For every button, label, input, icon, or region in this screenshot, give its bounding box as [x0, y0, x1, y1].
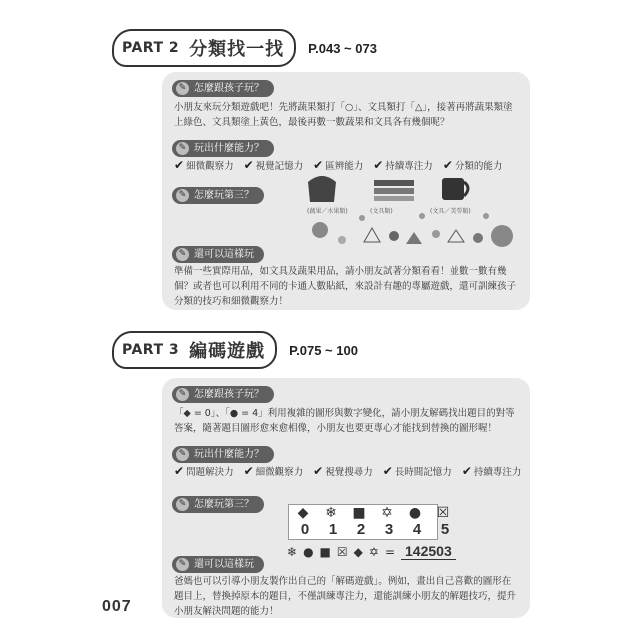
part2-tag — [112, 29, 296, 67]
code-equation — [287, 543, 456, 560]
code-number: 0 — [300, 521, 310, 538]
check-icon: ✔ — [174, 464, 185, 478]
skill-item: ✔ 區辨能力 — [313, 158, 364, 172]
part2-q4-label: ✎ 還可以這樣玩 — [172, 246, 264, 263]
page-number: 007 — [102, 598, 132, 615]
part2-panel — [162, 72, 530, 310]
pencil-icon: ✎ — [176, 248, 189, 261]
part2-tag-label: PART 2 — [122, 40, 180, 56]
part3-title: 編碼遊戲 — [189, 341, 266, 362]
eq-diamond-icon: ◆ — [353, 544, 363, 559]
skill-item: ✔ 分類的能力 — [442, 158, 503, 172]
part2-q3-label: ✎ 怎麼玩第三？ — [172, 187, 264, 204]
part2-q2-label: ✎ 玩出什麼能力？ — [172, 140, 274, 157]
part3-skills — [174, 464, 521, 478]
pencil-icon: ✎ — [176, 189, 189, 202]
check-icon: ✔ — [174, 158, 185, 172]
part2-skills — [174, 158, 502, 172]
mug-icon — [442, 178, 464, 200]
caption-fruit: (蔬果／水果類) — [307, 208, 348, 215]
part3-q1-text: 「◆ = 0」、「● = 4」利用複雜的圖形與數字變化，請小朋友解碼找出題目的對等答案，隨著題目圖形愈來愈相像，小朋友也要更專心才能找到替換的圖形喔！ — [174, 408, 515, 434]
code-number: 2 — [356, 521, 366, 538]
check-icon: ✔ — [373, 158, 384, 172]
eq-circle-icon: ● — [303, 544, 314, 559]
check-icon: ✔ — [243, 158, 254, 172]
code-number: 3 — [384, 521, 394, 538]
part2-title: 分類找一找 — [189, 39, 285, 60]
caption-stationery: (文具類) — [370, 208, 393, 215]
symbol-square-icon: ■ — [352, 505, 366, 521]
eq-boxed-x-icon: ☒ — [336, 544, 348, 559]
pencil-icon: ✎ — [176, 388, 189, 401]
symbol-circle-icon: ● — [408, 505, 422, 521]
code-answer: 142503 — [401, 543, 456, 560]
pencil-icon: ✎ — [176, 82, 189, 95]
check-icon: ✔ — [461, 464, 472, 478]
code-number: 4 — [412, 521, 422, 538]
pencil-icon: ✎ — [176, 558, 189, 571]
symbol-diamond-icon: ◆ — [297, 505, 309, 521]
part3-q1-label: ✎ 怎麼跟孩子玩？ — [172, 386, 274, 403]
part3-tag — [112, 331, 277, 369]
symbol-star-icon: ✡ — [381, 505, 393, 521]
skill-item: ✔ 持續專注力 — [461, 464, 522, 478]
part3-tag-label: PART 3 — [122, 342, 180, 358]
part2-header — [112, 28, 377, 68]
part2-q1-label: ✎ 怎麼跟孩子玩？ — [172, 80, 274, 97]
code-number: 1 — [328, 521, 338, 538]
code-numbers-row — [298, 521, 452, 538]
code-symbols-row — [296, 505, 450, 521]
caption-art: (文具／美勞類) — [430, 208, 471, 215]
pencil-icon: ✎ — [176, 448, 189, 461]
eq-snowflake-icon: ❄ — [287, 544, 298, 559]
skill-item: ✔ 細微觀察力 — [174, 158, 234, 172]
pencil-case-icon — [374, 180, 414, 186]
part3-panel — [162, 378, 530, 618]
part2-pages: P.043 ~ 073 — [308, 40, 377, 56]
skill-item: ✔ 視覺搜尋力 — [313, 464, 373, 478]
skill-item: ✔ 長時間記憶力 — [382, 464, 452, 478]
skill-item: ✔ 視覺記憶力 — [243, 158, 304, 172]
part3-q3-label: ✎ 怎麼玩第三？ — [172, 496, 264, 513]
eq-equals: = — [384, 544, 396, 559]
part3-q4-text: 爸媽也可以引導小朋友製作出自己的「解碼遊戲」。例如，畫出自己喜歡的圖形在題目上，替換掉原本的題目，不僅訓練專注力，還能訓練小朋友的解題技巧，提升小朋友解決問題的能力！ — [174, 576, 517, 617]
check-icon: ✔ — [382, 464, 393, 478]
pencil-icon: ✎ — [176, 498, 189, 511]
symbol-snowflake-icon: ❄ — [325, 505, 337, 521]
check-icon: ✔ — [243, 464, 254, 478]
skill-item: ✔ 細微觀察力 — [243, 464, 304, 478]
symbol-boxed-x-icon: ☒ — [436, 505, 450, 521]
part2-q4-text: 準備一些實際用品，如文具及蔬果用品，請小朋友試著分類看看！並數一數有幾個？或者也可以利用不同的卡通人數貼紙，來設計有趣的專屬遊戲，還可訓練孩子分類的技巧和細微觀察力！ — [174, 266, 517, 307]
eq-star-icon: ✡ — [368, 544, 379, 559]
pencil-icon: ✎ — [176, 142, 189, 155]
part3-pages: P.075 ~ 100 — [289, 342, 358, 358]
code-number: 5 — [440, 521, 450, 538]
sorting-illustration — [302, 172, 522, 260]
eq-square-icon: ■ — [319, 544, 331, 559]
part3-q2-label: ✎ 玩出什麼能力？ — [172, 446, 274, 463]
skill-item: ✔ 問題解決力 — [174, 464, 234, 478]
part3-header — [112, 330, 358, 370]
part2-q1-text: 小朋友來玩分類遊戲吧！先將蔬果類打「○」、文具類打「△」，接著再將蔬果類塗上綠色、文具類塗上黃色，最後再數一數蔬果和文具各有幾個呢？ — [174, 102, 513, 128]
skill-item: ✔ 持續專注力 — [373, 158, 433, 172]
check-icon: ✔ — [442, 158, 453, 172]
check-icon: ✔ — [313, 464, 324, 478]
check-icon: ✔ — [313, 158, 324, 172]
basket-icon — [308, 176, 336, 202]
part3-q4-label: ✎ 還可以這樣玩 — [172, 556, 264, 573]
